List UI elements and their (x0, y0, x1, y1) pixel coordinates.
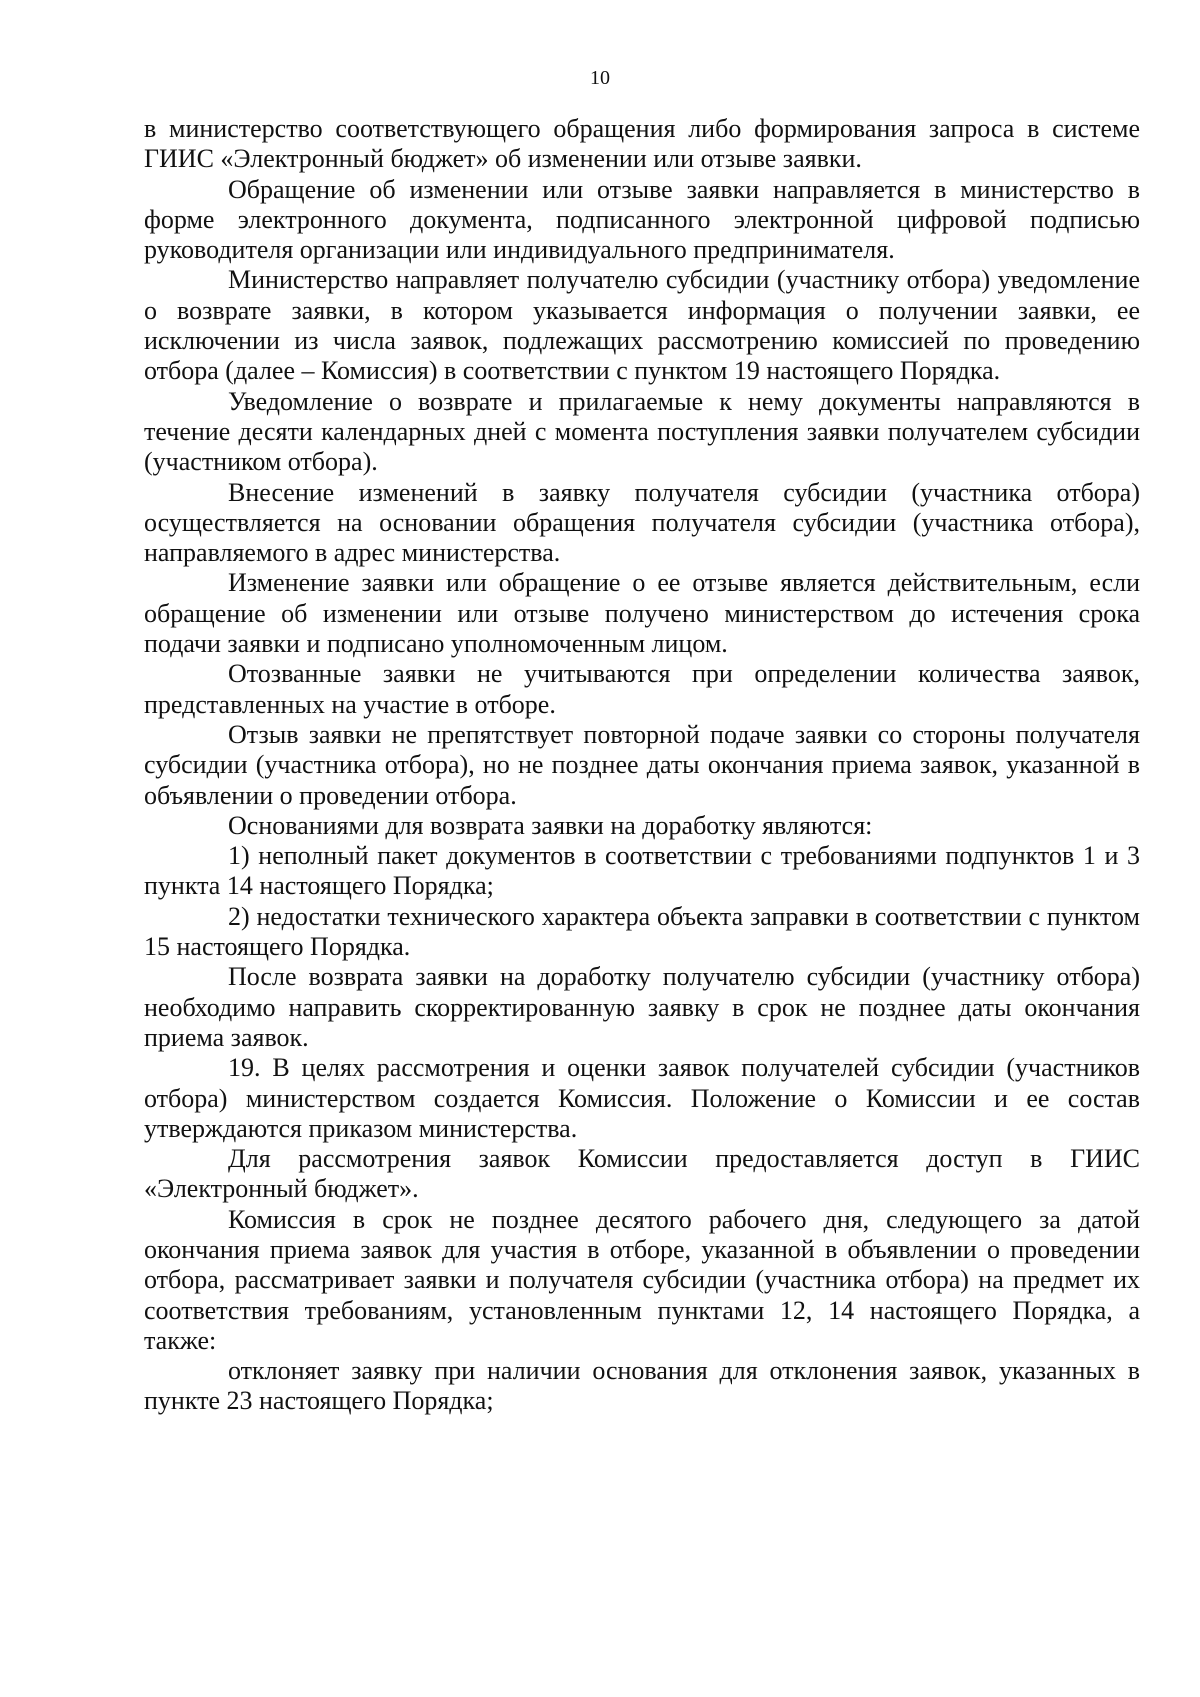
paragraph: Отзыв заявки не препятствует повторной подаче заявки со стороны получателя субсидии (участника отбора), но не позднее даты окончания приема заявок, указанной в объявлении о проведении отбора. (144, 719, 1140, 810)
paragraph: Комиссия в срок не позднее десятого рабочего дня, следующего за датой окончания приема заявок для участия в отборе, указанной в объявлении о проведении отбора, рассматривает заявки и получателя субсидии (участника отбора) на предмет их соответствия требованиям, установленным пунктами 12, 14 настоящего Порядка, а также: (144, 1204, 1140, 1355)
list-item: 1) неполный пакет документов в соответствии с требованиями подпунктов 1 и 3 пункта 14 настоящего Порядка; (144, 841, 1140, 901)
paragraph: отклоняет заявку при наличии основания для отклонения заявок, указанных в пункте 23 настоящего Порядка; (144, 1356, 1140, 1416)
page-number: 10 (590, 67, 610, 89)
document-body (144, 114, 1140, 1417)
paragraph: Обращение об изменении или отзыве заявки направляется в министерство в форме электронного документа, подписанного электронной цифровой подписью руководителя организации или индивидуального предпринимателя. (144, 174, 1140, 265)
paragraph: Для рассмотрения заявок Комиссии предоставляется доступ в ГИИС «Электронный бюджет». (144, 1144, 1140, 1204)
paragraph: Изменение заявки или обращение о ее отзыве является действительным, если обращение об изменении или отзыве получено министерством до истечения срока подачи заявки и подписано уполномоченным лицом. (144, 568, 1140, 659)
paragraph: После возврата заявки на доработку получателю субсидии (участнику отбора) необходимо направить скорректированную заявку в срок не позднее даты окончания приема заявок. (144, 962, 1140, 1052)
paragraph: Внесение изменений в заявку получателя субсидии (участника отбора) осуществляется на основании обращения получателя субсидии (участника отбора), направляемого в адрес министерства. (144, 477, 1140, 568)
section-paragraph: 19. В целях рассмотрения и оценки заявок получателей субсидии (участников отбора) министерством создается Комиссия. Положение о Комиссии и ее состав утверждаются приказом министерства. (144, 1053, 1140, 1143)
list-item: 2) недостатки технического характера объекта заправки в соответствии с пунктом 15 настоящего Порядка. (144, 901, 1140, 962)
paragraph: Министерство направляет получателю субсидии (участнику отбора) уведомление о возврате заявки, в котором указывается информация о получении заявки, ее исключении из числа заявок, подлежащих рассмотрению комиссией по проведению отбора (далее – Комиссия) в соответствии с пунктом 19 настоящего Порядка. (144, 265, 1140, 386)
paragraph: Уведомление о возврате и прилагаемые к нему документы направляются в течение десяти календарных дней с момента поступления заявки получателем субсидии (участником отбора). (144, 386, 1140, 477)
paragraph: в министерство соответствующего обращения либо формирования запроса в системе ГИИС «Электронный бюджет» об изменении или отзыве заявки. (144, 114, 1140, 174)
paragraph: Отозванные заявки не учитываются при определении количества заявок, представленных на участие в отборе. (144, 659, 1140, 719)
paragraph: Основаниями для возврата заявки на доработку являются: (228, 810, 873, 840)
